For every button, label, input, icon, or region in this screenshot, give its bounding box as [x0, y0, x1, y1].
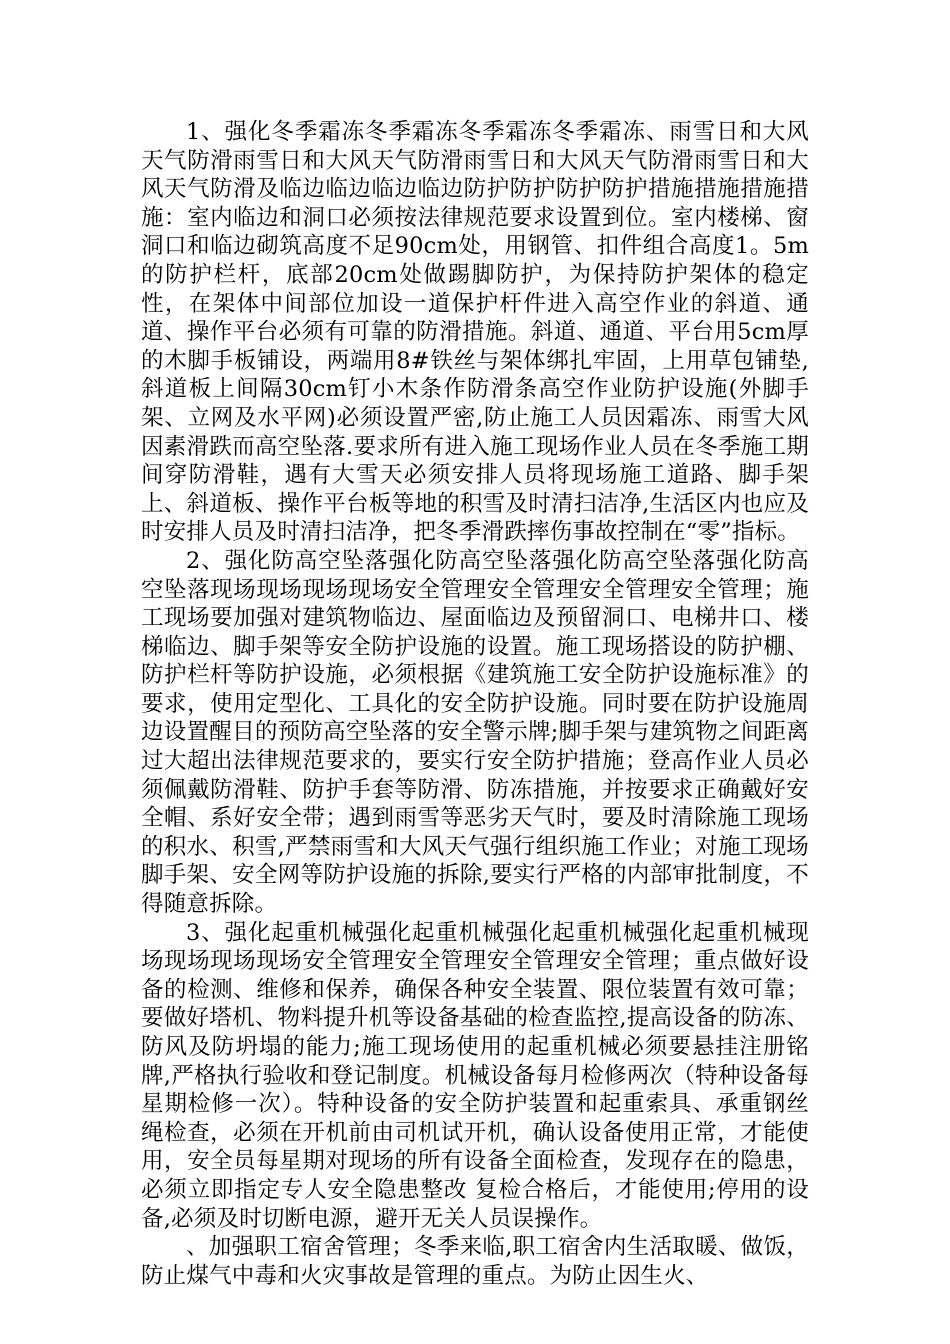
- paragraph-lifting-machinery: 3、强化起重机械强化起重机械强化起重机械强化起重机械现场现场现场现场安全管理安全管理安全管理安全管理；重点做好设备的检测、维修和保养，确保各种安全装置、限位装置有效可靠；要做好塔机、物料提升机等设备基础的检查监控,提高设备的防冻、防风及防坍塌的能力;施工现场使用的起重机械必须要悬挂注册铭牌,严格执行验收和登记制度。机械设备每月检修两次（特种设备每星期检修一次）。特种设备的安全防护装置和起重索具、承重钢丝绳检查，必须在开机前由司机试开机，确认设备使用正常，才能使用，安全员每星期对现场的所有设备全面检查，发现存在的隐患，必须立即指定专人安全隐患整改 复检合格后，才能使用;停用的设备,必须及时切断电源，避开无关人员误操作。: [141, 919, 809, 1232]
- paragraph-fall-prevention: 2、强化防高空坠落强化防高空坠落强化防高空坠落强化防高空坠落现场现场现场现场安全管理安全管理安全管理安全管理；施工现场要加强对建筑物临边、屋面临边及预留洞口、电梯井口、楼梯临边、脚手架等安全防护设施的设置。施工现场搭设的防护棚、防护栏杆等防护设施，必须根据《建筑施工安全防护设施标准》的要求，使用定型化、工具化的安全防护设施。同时要在防护设施周边设置醒目的预防高空坠落的安全警示牌;脚手架与建筑物之间距离过大超出法律规范要求的，要实行安全防护措施；登高作业人员必须佩戴防滑鞋、防护手套等防滑、防冻措施，并按要求正确戴好安全帽、系好安全带；遇到雨雪等恶劣天气时，要及时清除施工现场的积水、积雪,严禁雨雪和大风天气强行组织施工作业；对施工现场脚手架、安全网等防护设施的拆除,要实行严格的内部审批制度，不得随意拆除。: [141, 547, 809, 918]
- document-body: [141, 118, 809, 1290]
- paragraph-winter-slip-protection: 1、强化冬季霜冻冬季霜冻冬季霜冻冬季霜冻、雨雪日和大风天气防滑雨雪日和大风天气防滑雨雪日和大风天气防滑雨雪日和大风天气防滑及临边临边临边临边防护防护防护防护措施措施措施措施：室内临边和洞口必须按法律规范要求设置到位。室内楼梯、窗洞口和临边砌筑高度不足90cm处，用钢管、扣件组合高度1。5m的防护栏杆，底部20cm处做踢脚防护，为保持防护架体的稳定性，在架体中间部位加设一道保护杆件进入高空作业的斜道、通道、操作平台必须有可靠的防滑措施。斜道、通道、平台用5cm厚的木脚手板铺设，两端用8#铁丝与架体绑扎牢固，上用草包铺垫,斜道板上间隔30cm钉小木条作防滑条高空作业防护设施(外脚手架、立网及水平网)必须设置严密,防止施工人员因霜冻、雨雪大风因素滑跌而高空坠落.要求所有进入施工现场作业人员在冬季施工期间穿防滑鞋，遇有大雪天必须安排人员将现场施工道路、脚手架上、斜道板、操作平台板等地的积雪及时清扫洁净,生活区内也应及时安排人员及时清扫洁净，把冬季滑跌摔伤事故控制在“零”指标。: [141, 119, 809, 546]
- paragraph-dormitory-management: 、加强职工宿舍管理；冬季来临,职工宿舍内生活取暖、做饭，防止煤气中毒和火灾事故是管理的重点。为防止因生火、: [141, 1234, 809, 1289]
